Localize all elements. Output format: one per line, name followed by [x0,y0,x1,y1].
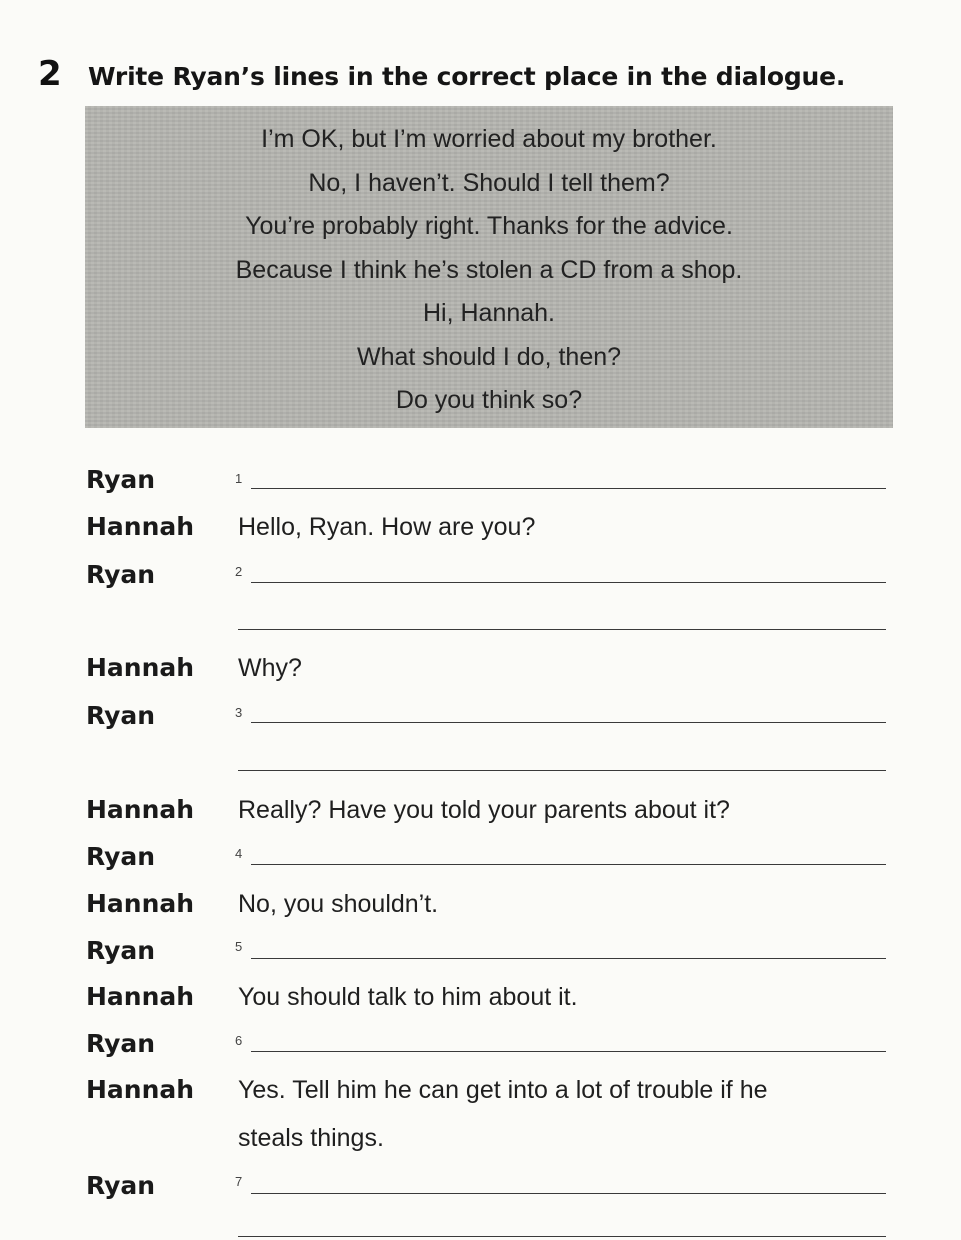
answer-blank-3[interactable] [251,722,886,723]
answer-blank-6[interactable] [251,1051,886,1052]
answer-blank-3-continued[interactable] [238,770,886,771]
exercise-number: 2 [38,54,62,94]
blank-number: 1 [235,471,243,486]
speaker-hannah: Hannah [86,982,195,1011]
hannah-line: No, you shouldn’t. [238,890,439,918]
blank-number: 2 [235,564,243,579]
answer-blank-7-continued[interactable] [238,1236,886,1237]
blank-number: 6 [235,1033,243,1048]
hannah-line: Hello, Ryan. How are you? [238,513,536,541]
speaker-hannah: Hannah [86,512,195,541]
option-line: What should I do, then? [356,342,622,371]
option-line: Because I think he’s stolen a CD from a shop. [235,255,743,284]
exercise-instruction: Write Ryan’s lines in the correct place in the dialogue. [88,62,846,91]
option-line: You’re probably right. Thanks for the advice. [245,212,733,240]
option-line: I’m OK, but I’m worried about my brother. [261,125,717,153]
speaker-ryan: Ryan [86,1029,156,1058]
speaker-hannah: Hannah [86,889,195,918]
speaker-hannah: Hannah [86,653,195,682]
blank-number: 4 [235,846,243,861]
hannah-line: Yes. Tell him he can get into a lot of trouble if he [238,1076,768,1104]
speaker-ryan: Ryan [86,560,156,589]
speaker-ryan: Ryan [86,936,156,965]
answer-blank-2[interactable] [251,582,886,583]
blank-number: 5 [235,939,243,954]
answer-blank-5[interactable] [251,958,886,959]
answer-blank-1[interactable] [251,488,886,489]
blank-number: 3 [235,705,243,720]
answer-blank-7[interactable] [251,1193,886,1194]
speaker-ryan: Ryan [86,842,156,871]
option-line: Do you think so? [395,386,583,414]
answer-blank-2-continued[interactable] [238,629,886,630]
hannah-line-continued: steals things. [238,1124,384,1152]
speaker-hannah: Hannah [86,1075,195,1104]
answer-blank-4[interactable] [251,864,886,865]
hannah-line: Really? Have you told your parents about it? [238,796,730,824]
blank-number: 7 [235,1174,243,1189]
option-line: No, I haven’t. Should I tell them? [308,168,670,197]
speaker-hannah: Hannah [86,795,195,824]
option-line: Hi, Hannah. [422,299,556,327]
hannah-line: Why? [238,654,302,682]
speaker-ryan: Ryan [86,465,156,494]
speaker-ryan: Ryan [86,701,156,730]
hannah-line: You should talk to him about it. [238,983,578,1011]
speaker-ryan: Ryan [86,1171,156,1200]
